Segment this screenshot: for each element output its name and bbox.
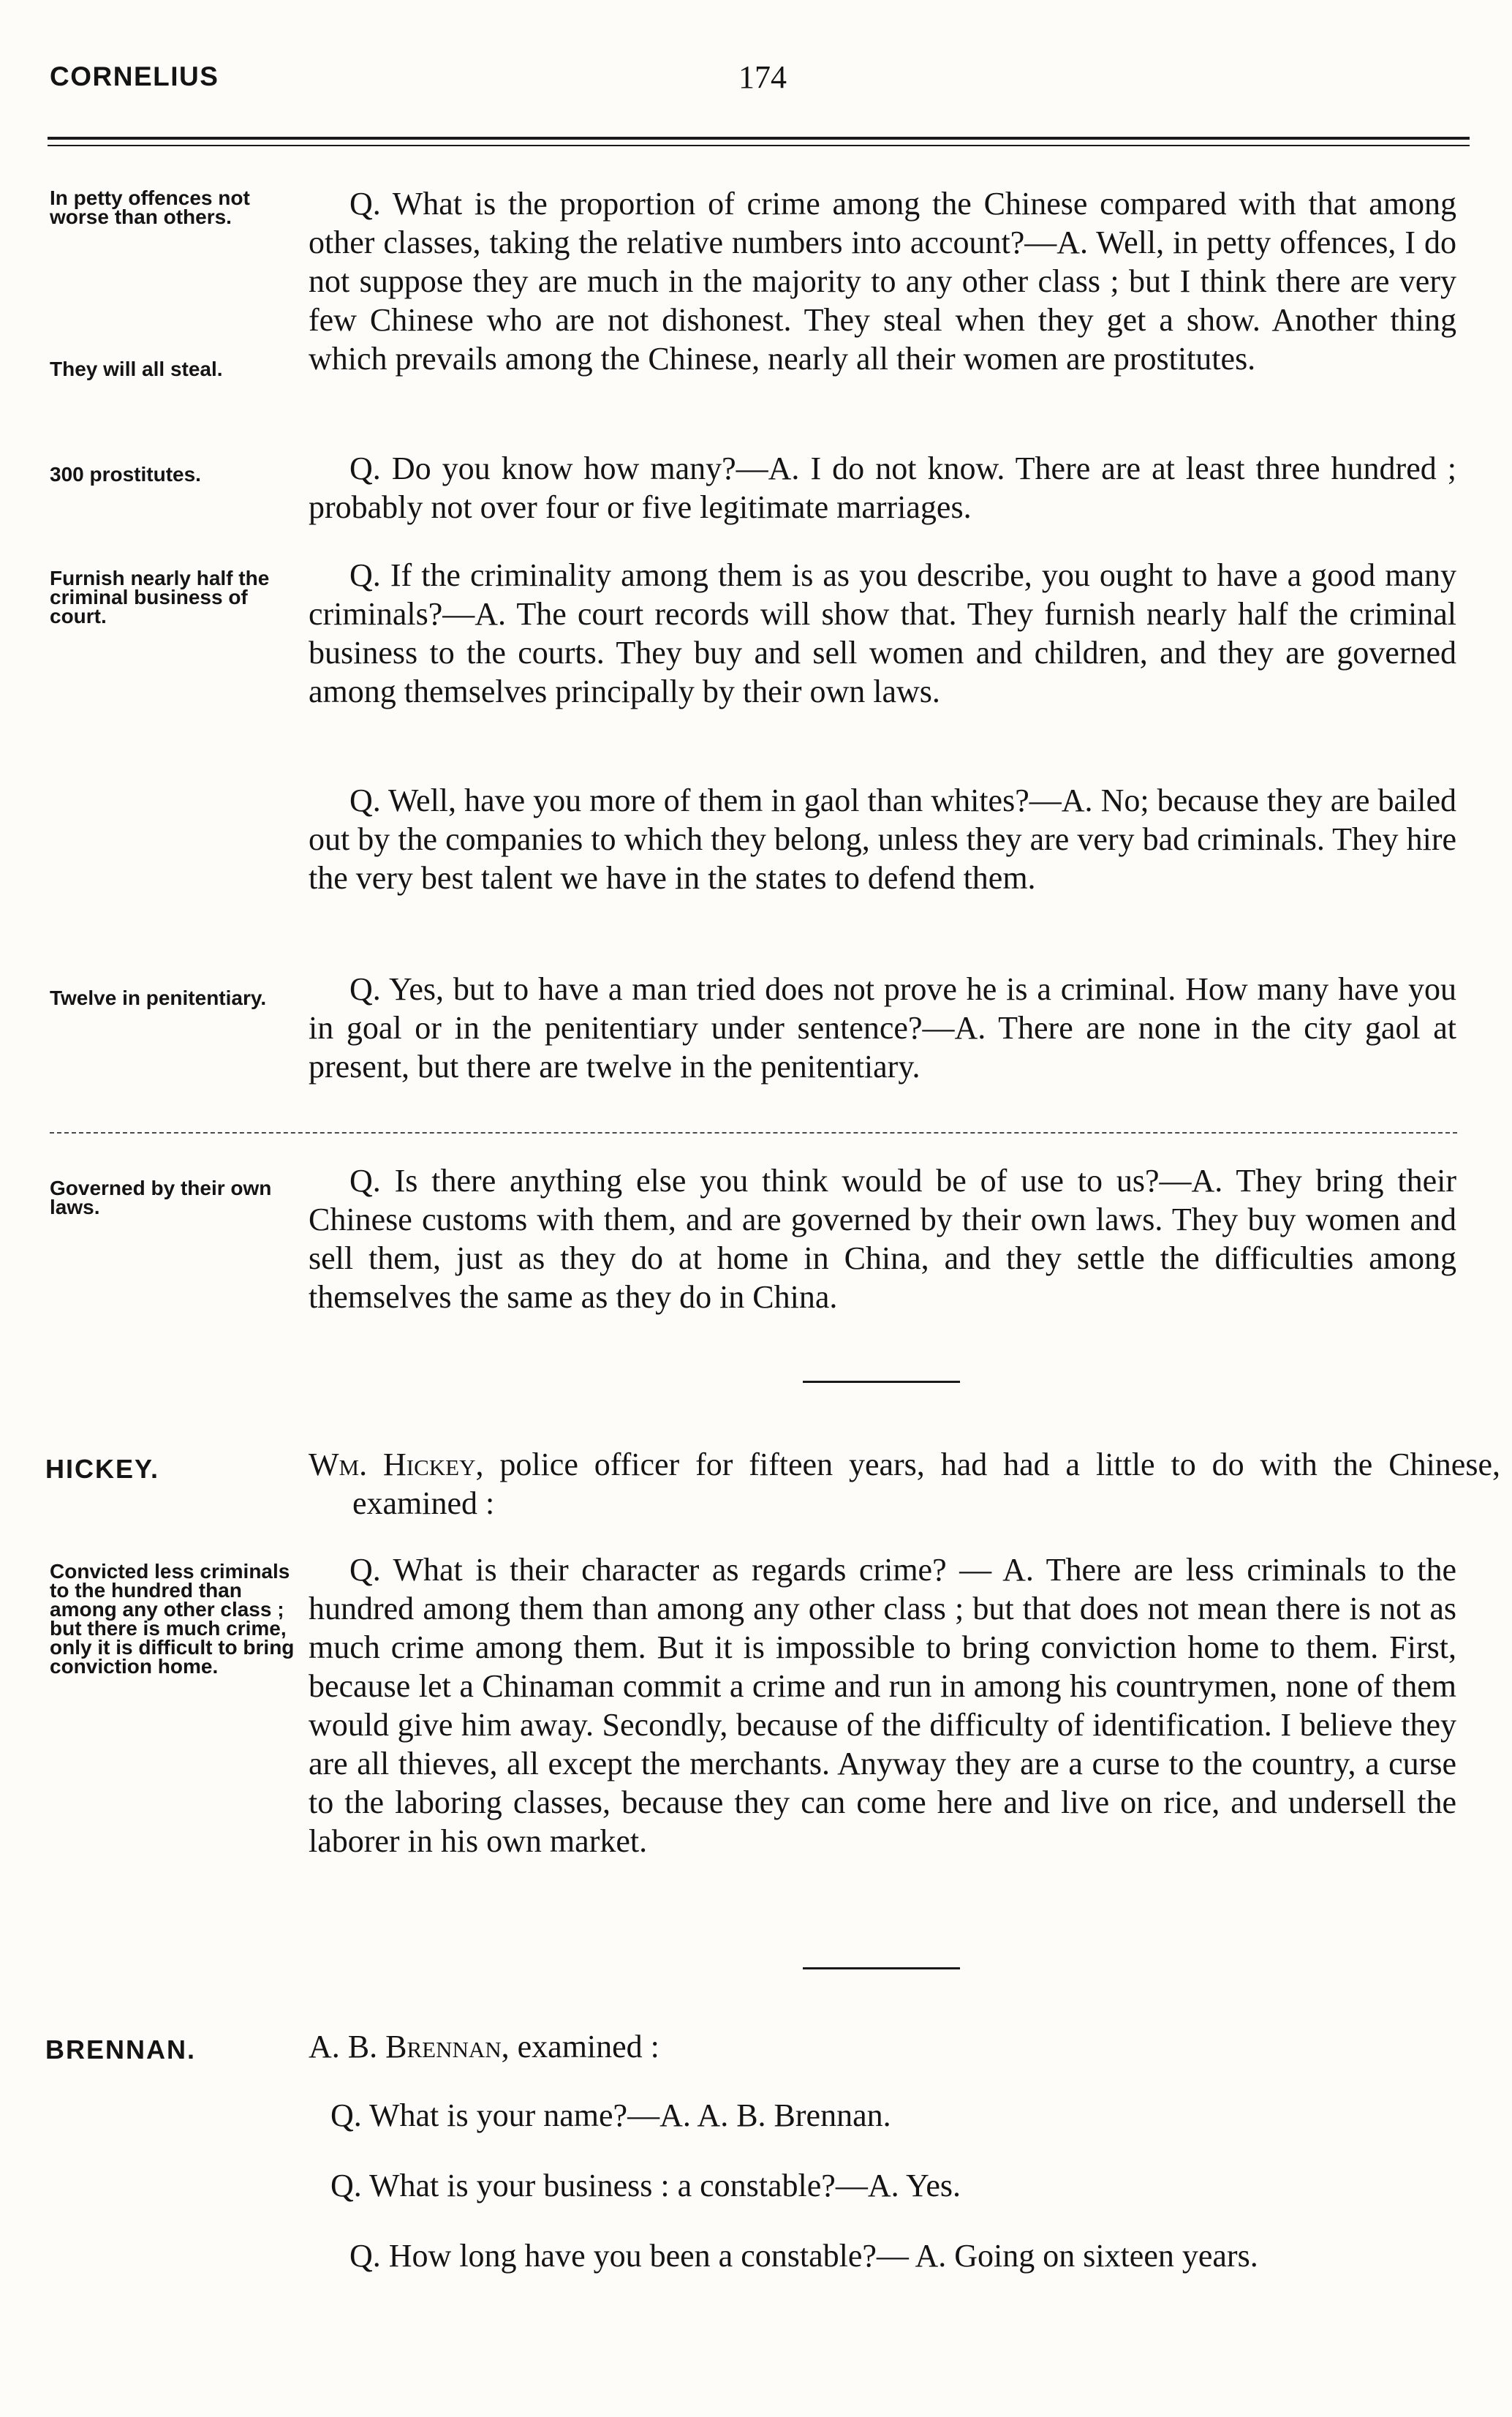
margin-note-penitentiary: Twelve in penitentiary. (50, 987, 267, 1009)
paragraph-cornelius-4: Q. Well, have you more of them in gaol than whites?—A. No; because they are bailed out by the companies to which they belong, unless they are very bad criminals. They hire the very best talent we have in the states to defend them. (309, 783, 1456, 896)
margin-note-will-steal: They will all steal. (50, 358, 223, 380)
side-head-brennan: BRENNAN. (45, 2035, 197, 2065)
paragraph-cornelius-3: Q. If the criminality among them is as you describe, you ought to have a good many criminals?—A. The court records will show that. They furnish nearly half the criminal business to the courts. They buy and sell women and children, and they are governed among themselves principally by their own laws. (309, 557, 1456, 709)
brennan-question-1: Q. What is your name?—A. A. B. Brennan. (330, 2097, 891, 2133)
paragraph-cornelius-1: Q. What is the proportion of crime among the Chinese compared with that among other classes, taking the relative numbers into account?—A. Well, in petty offences, I do not suppose they are much in the majority to any other class ; but I think there are very few Chinese who are not dishonest. They steal when they get a show. Another thing which prevails among the Chinese, nearly all their women are prostitutes. (309, 186, 1456, 377)
dashed-divider (50, 1132, 1457, 1134)
header-rule-thin (48, 145, 1470, 146)
intro-hickey: Wm. Hickey, police officer for fifteen years, had had a little to do with the Chinese, examined : (309, 1447, 1500, 1521)
margin-note-prostitutes: 300 prostitutes. (50, 463, 201, 486)
margin-note-convicted: Convicted less criminals to the hundred than among any other class ; but there is much crime, only it is difficult to bring conviction home. (50, 1560, 295, 1678)
brennan-question-3: Q. How long have you been a constable?— A. Going on sixteen years. (349, 2238, 1258, 2274)
paragraph-cornelius-2: Q. Do you know how many?—A. I do not know. There are at least three hundred ; probably not over four or five legitimate marriages. (309, 450, 1456, 525)
brennan-question-2: Q. What is your business : a constable?—A. Yes. (330, 2168, 961, 2203)
paragraph-hickey-1: Q. What is their character as regards crime? — A. There are less criminals to the hundred among them than among any other class ; but that does not mean there is not as much crime among them. But it is impossible to bring conviction home to them. First, because let a Chinaman commit a crime and run in among his countrymen, none of them would give him away. Secondly, because of the difficulty of identification. I believe they are all thieves, all except the merchants. Anyway they are a curse to the country, a curse to the laboring classes, because they can come here and live on rice, and undersell the laborer in his own market. (309, 1552, 1456, 1859)
section-separator (803, 1381, 960, 1383)
paragraph-cornelius-6: Q. Is there anything else you think would be of use to us?—A. They bring their Chinese customs with them, and are governed by their own laws. They buy women and sell them, just as they do at home in China, and they settle the difficulties among themselves the same as they do in China. (309, 1163, 1456, 1315)
side-head-hickey: HICKEY. (45, 1454, 160, 1484)
page-number: 174 (738, 59, 787, 95)
header-rule-thick (48, 137, 1470, 140)
intro-brennan: A. B. Brennan, examined : (309, 2029, 659, 2065)
margin-note-own-laws: Governed by their own laws. (50, 1177, 272, 1218)
running-head (0, 59, 1512, 110)
paragraph-cornelius-5: Q. Yes, but to have a man tried does not prove he is a criminal. How many have you in goal or in the penitentiary under sentence?—A. There are none in the city gaol at present, but there are twelve in the penitentiary. (309, 971, 1456, 1085)
margin-note-petty-offences: In petty offences not worse than others. (50, 186, 250, 228)
margin-note-criminal-business: Furnish nearly half the criminal business of court. (50, 567, 270, 627)
running-head-witness: CORNELIUS (50, 61, 219, 91)
section-separator-2 (803, 1967, 960, 1969)
